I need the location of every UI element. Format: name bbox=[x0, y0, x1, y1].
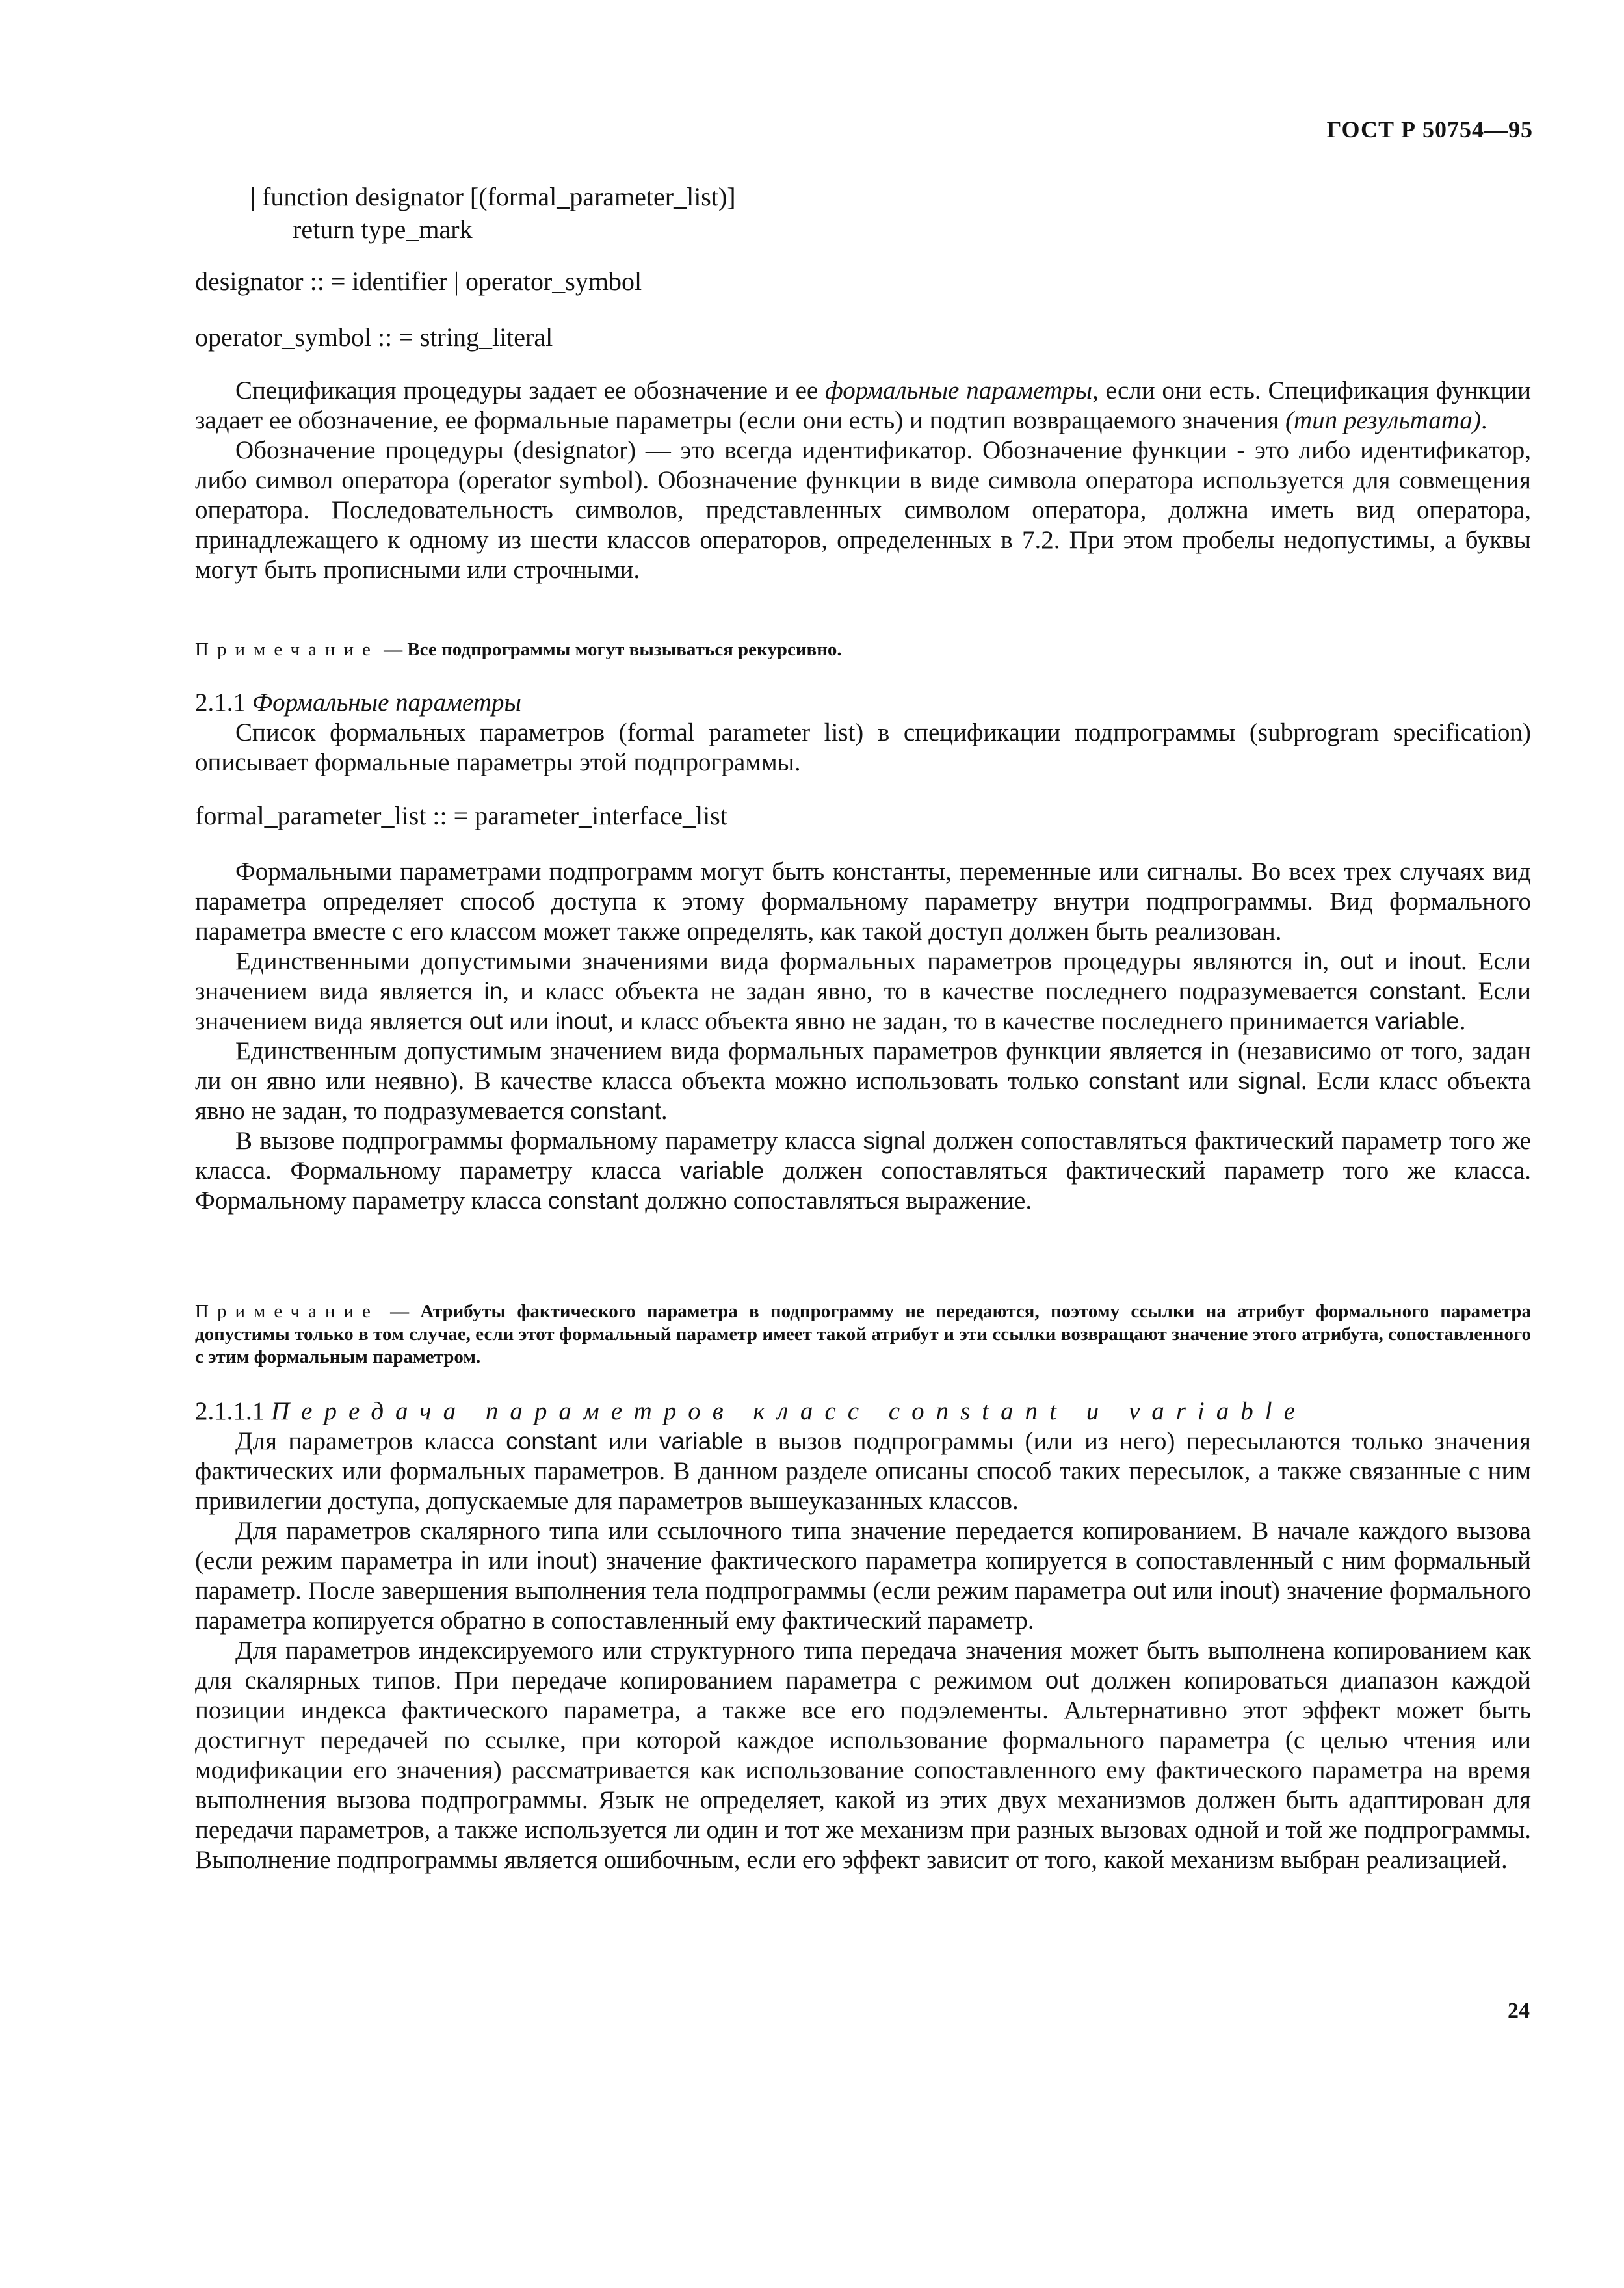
main-text-block-1 bbox=[195, 376, 1531, 585]
paragraph-formal-kinds: Формальными параметрами подпрограмм могут быть константы, переменные или сигналы. Во всех трех случаях вид параметра определяет способ доступа к этому формальному параметру внутри подпрограммы. Вид формального параметра вместе с его классом может также определять, как такой доступ должен быть реализован. bbox=[195, 858, 1531, 945]
grammar-formal-parameter-list: formal_parameter_list :: = parameter_interface_list bbox=[195, 801, 727, 830]
paragraph-specification: Спецификация процедуры задает ее обозначение и ее формальные параметры, если они есть. Спецификация функции задает ее обозначение, ее формальные параметры (если они есть) и подтип возвращаемого значения (тип результата). bbox=[195, 376, 1531, 434]
paragraph-call-association: В вызове подпрограммы формальному параметру класса signal должен сопоставляться фактический параметр того же класса. Формальному параметру класса variable должен сопоставляться фактический параметр того же класса. Формальному параметру класса constant должно сопоставляться выражение. bbox=[195, 1127, 1531, 1215]
section-2-1-1-1 bbox=[195, 1397, 1531, 1875]
paragraph-composite-copy: Для параметров индексируемого или структурного типа передача значения может быть выполнена копированием как для скалярных типов. При передаче копированием параметра с режимом out должен копироваться диапазон каждой позиции индекса фактического параметра, а также все его подэлементы. Альтернативно этот эффект может быть достигнут передачей по ссылке, при которой каждое использование формального параметра (с целью чтения или модификации его значения) рассматривается как использование сопоставленного ему фактического параметра на время выполнения вызова подпрограммы. Язык не определяет, какой из этих двух механизмов должен быть адаптирован для передачи параметров, а также используется ли один и тот же механизм при разных вызовах одной и той же подпрограммы. Выполнение подпрограммы является ошибочным, если его эффект зависит от того, какой механизм выбран реализацией. bbox=[195, 1637, 1531, 1874]
section-2-1-1 bbox=[195, 688, 1531, 778]
paragraph-function-modes: Единственным допустимым значением вида формальных параметров функции является in (независимо от того, задан ли он явно или неявно). В качестве класса объекта можно использовать только constant или signal. Если класс объекта явно не задан, то подразумевается constant. bbox=[195, 1037, 1531, 1125]
section-heading-2-1-1-1: 2.1.1.1 Передача параметров класс constant и variable bbox=[195, 1397, 1307, 1425]
document-header: ГОСТ Р 50754—95 bbox=[1326, 116, 1533, 142]
grammar-designator-rule: designator :: = identifier | operator_symbol bbox=[195, 267, 642, 296]
grammar-line-1: | function designator [(formal_parameter_list)] bbox=[250, 182, 736, 211]
note-label: Примечание bbox=[195, 1301, 379, 1322]
grammar-line-2: return type_mark bbox=[293, 215, 473, 244]
section-heading-2-1-1: 2.1.1 Формальные параметры bbox=[195, 689, 521, 717]
paragraph-transfer-intro: Для параметров класса constant или variable в вызов подпрограммы (или из него) пересылаются только значения фактических или формальных параметров. В данном разделе описаны способ таких пересылок, а также связанные с ним привилегии доступа, допускаемые для параметров вышеуказанных классов. bbox=[195, 1427, 1531, 1515]
grammar-function-line bbox=[195, 181, 736, 213]
page-number: 24 bbox=[1508, 1999, 1530, 2023]
grammar-return-line bbox=[195, 213, 473, 246]
paragraph-scalar-copy: Для параметров скалярного типа или ссылочного типа значение передается копированием. В начале каждого вызова (если режим параметра in или inout) значение фактического параметра копируется в сопоставленный с ним формальный параметр. После завершения выполнения тела подпрограммы (если режим параметра out или inout) значение формального параметра копируется обратно в сопоставленный ему фактический параметр. bbox=[195, 1517, 1531, 1635]
paragraph-designator: Обозначение процедуры (designator) — это всегда идентификатор. Обозначение функции - это либо идентификатор, либо символ оператора (operator symbol). Обозначение функции в виде символа оператора используется для совмещения оператора. Последовательность символов, представленных символом оператора, должна иметь вид оператора, принадлежащего к одному из шести классов операторов, определенных в 7.2. При этом пробелы недопустимы, а буквы могут быть прописными или строчными. bbox=[195, 436, 1531, 584]
paragraph-formal-list: Список формальных параметров (formal parameter list) в спецификации подпрограммы (subprogram specification) описывает формальные параметры этой подпрограммы. bbox=[195, 718, 1531, 776]
main-text-block-2 bbox=[195, 857, 1531, 1216]
note-attributes: Примечание — Атрибуты фактического параметра в подпрограмму не передаются, поэтому ссылки на атрибут формального параметра допустимы только в том случае, если этот формальный параметр имеет такой атрибут и эти ссылки возвращают значение этого атрибута, сопоставленного с этим формальным параметром. bbox=[195, 1301, 1531, 1367]
note-recursion: Примечание — Все подпрограммы могут вызываться рекурсивно. bbox=[195, 639, 842, 660]
paragraph-procedure-modes: Единственными допустимыми значениями вида формальных параметров процедуры являются in, out и inout. Если значением вида является in, и класс объекта не задан явно, то в качестве последнего подразумевается constant. Если значением вида является out или inout, и класс объекта явно не задан, то в качестве последнего принимается variable. bbox=[195, 947, 1532, 1035]
grammar-operator-symbol-rule: operator_symbol :: = string_literal bbox=[195, 322, 553, 352]
note-label: Примечание bbox=[195, 639, 379, 660]
